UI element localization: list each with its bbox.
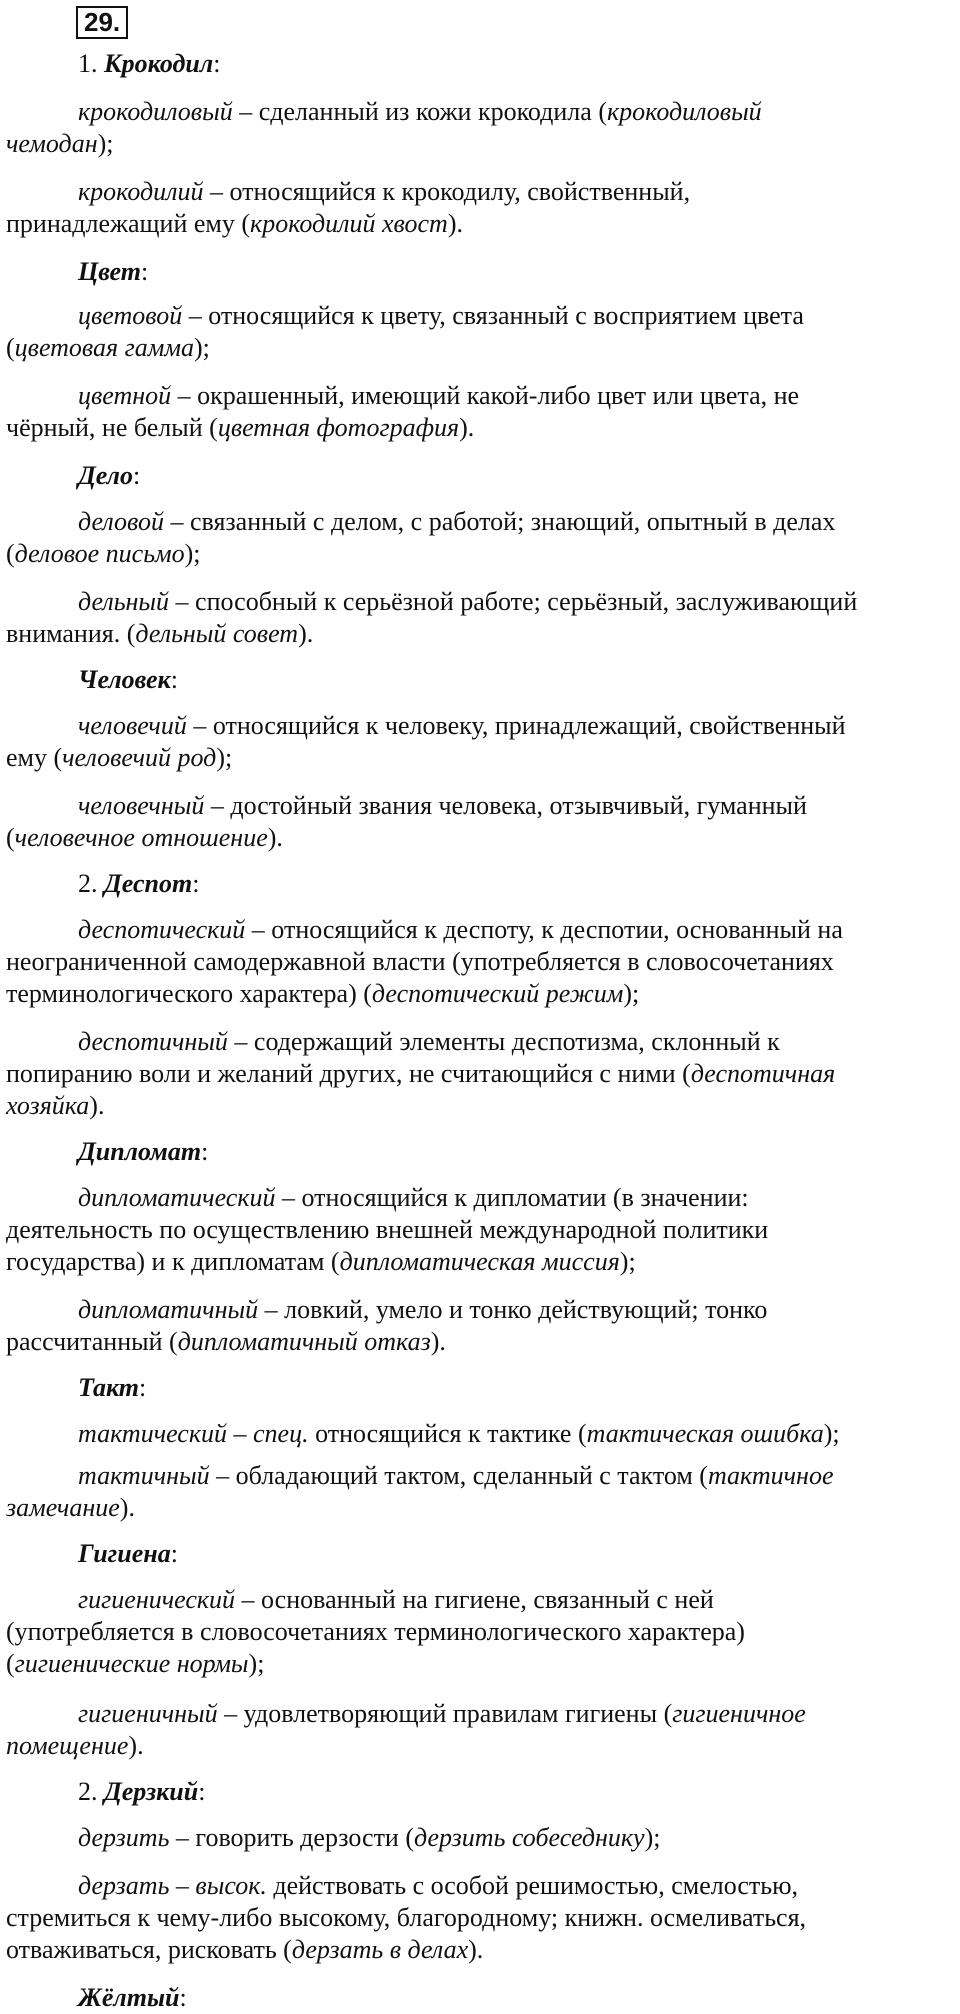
headword: Такт: [78, 1373, 140, 1402]
italic-term: цветовая гамма: [14, 333, 194, 362]
text-line: [78, 380, 799, 412]
italic-term: гигиенические нормы: [14, 1649, 249, 1678]
italic-term: тактичное: [707, 1461, 834, 1490]
text-run: );: [184, 539, 201, 568]
italic-term: дерзать в делах: [291, 1935, 469, 1964]
italic-term: цветовой: [78, 301, 183, 330]
headword: Жёлтый: [78, 1983, 180, 2012]
text-run: ).: [298, 619, 314, 648]
text-run: :: [201, 1137, 209, 1166]
text-line: [6, 1090, 104, 1122]
text-line: [78, 1776, 205, 1808]
text-run: :: [213, 49, 221, 78]
text-run: – связанный с делом, с работой; знающий, опытный в делах: [163, 507, 836, 536]
text-run: – относящийся к крокодилу, свойственный,: [203, 177, 691, 206]
text-run: ).: [89, 1091, 105, 1120]
exercise-number: 29.: [76, 6, 128, 39]
text-line: [78, 1460, 833, 1492]
italic-term: тактическая ошибка: [586, 1419, 824, 1448]
text-line: [6, 1902, 806, 1934]
italic-term: дипломатичный: [78, 1295, 259, 1324]
text-run: принадлежащий ему (: [6, 209, 251, 238]
text-run: терминологического характера) (: [6, 979, 372, 1008]
headword: Деспот: [104, 869, 193, 898]
text-run: чёрный, не белый (: [6, 413, 218, 442]
text-line: [6, 618, 313, 650]
text-line: [6, 1616, 745, 1648]
text-run: :: [140, 257, 149, 286]
text-line: [78, 506, 835, 538]
text-line: [78, 1822, 660, 1854]
text-run: ).: [447, 209, 463, 238]
text-line: [78, 1182, 749, 1214]
italic-term: крокодиловый: [78, 97, 233, 126]
text-run: (: [6, 539, 15, 568]
text-run: – говорить дерзости (: [169, 1823, 414, 1852]
text-line: [78, 1294, 767, 1326]
text-run: :: [179, 1983, 187, 2012]
text-run: );: [619, 1247, 636, 1276]
text-line: [78, 460, 140, 492]
italic-term: крокодилий хвост: [250, 209, 448, 238]
text-line: [78, 914, 843, 946]
italic-term: дипломатичный отказ: [177, 1327, 431, 1356]
text-line: [6, 822, 283, 854]
text-run: деятельность по осуществлению внешней международной политики: [6, 1215, 769, 1244]
text-line: [78, 586, 857, 618]
italic-term: деспотический режим: [371, 979, 624, 1008]
italic-term: чемодан: [6, 129, 98, 158]
text-line: [6, 1214, 768, 1246]
headword: Крокодил: [104, 49, 214, 78]
text-line: [6, 1730, 144, 1762]
text-line: [6, 946, 834, 978]
text-run: );: [248, 1649, 265, 1678]
text-run: ).: [459, 413, 475, 442]
text-run: );: [623, 979, 640, 1008]
italic-term: деспотичная: [690, 1059, 836, 1088]
italic-term: помещение: [6, 1731, 129, 1760]
text-line: [78, 1418, 840, 1450]
text-run: );: [644, 1823, 661, 1852]
text-line: [6, 1246, 636, 1278]
text-line: [78, 176, 690, 208]
italic-term: деловой: [78, 507, 164, 536]
text-run: );: [97, 129, 114, 158]
text-run: – относящийся к человеку, принадлежащий, свойственный: [186, 711, 846, 740]
text-run: – относящийся к дипломатии (в значении:: [275, 1183, 749, 1212]
text-line: [6, 1058, 835, 1090]
italic-term: деспотичный: [78, 1027, 228, 1056]
text-run: :: [170, 665, 178, 694]
text-run: относящийся к тактике (: [308, 1419, 587, 1448]
italic-term: дельный совет: [135, 619, 299, 648]
text-run: ).: [267, 823, 283, 852]
text-line: [78, 300, 804, 332]
text-line: [6, 208, 463, 240]
italic-term: человечный: [78, 791, 205, 820]
italic-term: человечий род: [62, 743, 217, 772]
text-line: [78, 1372, 146, 1404]
text-line: [6, 332, 210, 364]
text-run: (: [6, 1649, 15, 1678]
italic-term: дипломатическая миссия: [339, 1247, 620, 1276]
headword: Дерзкий: [104, 1777, 199, 1806]
text-line: [6, 978, 639, 1010]
text-run: – сделанный из кожи крокодила (: [232, 97, 607, 126]
text-run: государства) и к дипломатам (: [6, 1247, 340, 1276]
text-run: неограниченной самодержавной власти (употребляется в словосочетаниях: [6, 947, 834, 976]
text-line: [78, 710, 846, 742]
text-run: :: [170, 1539, 178, 1568]
text-line: [78, 1698, 806, 1730]
text-run: ).: [430, 1327, 446, 1356]
italic-term: крокодилий: [78, 177, 204, 206]
text-run: – основанный на гигиене, связанный с ней: [235, 1585, 714, 1614]
text-line: [6, 538, 201, 570]
italic-term: деловое письмо: [14, 539, 185, 568]
headword: Дипломат: [78, 1137, 202, 1166]
text-line: [78, 48, 220, 80]
text-run: :: [198, 1777, 206, 1806]
text-run: (: [6, 823, 15, 852]
text-run: );: [823, 1419, 840, 1448]
text-run: ).: [128, 1731, 144, 1760]
text-line: [78, 790, 807, 822]
italic-term: дельный: [78, 587, 170, 616]
italic-term: тактический – спец.: [78, 1419, 309, 1448]
text-run: 1.: [78, 49, 104, 78]
text-run: – ловкий, умело и тонко действующий; тонко: [258, 1295, 768, 1324]
text-line: [78, 1870, 798, 1902]
text-line: [78, 664, 178, 696]
text-run: – содержащий элементы деспотизма, склонный к: [227, 1027, 780, 1056]
text-run: рассчитанный (: [6, 1327, 178, 1356]
text-run: :: [192, 869, 200, 898]
text-run: стремиться к чему-либо высокому, благородному; книжн. осмеливаться,: [6, 1903, 807, 1932]
text-line: [78, 1136, 208, 1168]
text-run: попиранию воли и желаний других, не считающийся с ними (: [6, 1059, 691, 1088]
italic-term: тактичный: [78, 1461, 210, 1490]
text-run: – окрашенный, имеющий какой-либо цвет или цвета, не: [171, 381, 800, 410]
text-line: [78, 1584, 714, 1616]
text-run: 2.: [78, 869, 104, 898]
text-run: (: [6, 333, 15, 362]
text-run: :: [139, 1373, 147, 1402]
text-run: – относящийся к деспоту, к деспотии, основанный на: [245, 915, 843, 944]
italic-term: человечий: [78, 711, 187, 740]
text-run: – способный к серьёзной работе; серьёзный, заслуживающий: [169, 587, 858, 616]
italic-term: гигиеничное: [672, 1699, 806, 1728]
text-line: [78, 256, 148, 288]
text-run: 2.: [78, 1777, 104, 1806]
italic-term: дипломатический: [78, 1183, 276, 1212]
italic-term: цветная фотография: [217, 413, 460, 442]
italic-term: замечание: [6, 1493, 120, 1522]
italic-term: деспотический: [78, 915, 246, 944]
headword: Человек: [78, 665, 171, 694]
text-run: действовать с особой решимостью, смелостью,: [266, 1871, 799, 1900]
text-run: – относящийся к цвету, связанный с восприятием цвета: [182, 301, 804, 330]
text-run: (употребляется в словосочетаниях терминологического характера): [6, 1617, 745, 1646]
text-run: – достойный звания человека, отзывчивый, гуманный: [204, 791, 807, 820]
text-run: – обладающий тактом, сделанный с тактом (: [209, 1461, 708, 1490]
document-page: [6, 0, 946, 2012]
italic-term: гигиеничный: [78, 1699, 218, 1728]
italic-term: дерзить: [78, 1823, 170, 1852]
text-line: [78, 1026, 780, 1058]
italic-term: хозяйка: [6, 1091, 90, 1120]
text-line: [6, 128, 114, 160]
text-run: – удовлетворяющий правилам гигиены (: [217, 1699, 673, 1728]
text-run: ).: [119, 1493, 135, 1522]
text-line: [78, 1982, 187, 2014]
headword: Гигиена: [78, 1539, 171, 1568]
italic-term: гигиенический: [78, 1585, 236, 1614]
text-line: [78, 868, 199, 900]
text-run: :: [133, 461, 141, 490]
text-line: [6, 1648, 264, 1680]
text-line: [6, 742, 232, 774]
italic-term: крокодиловый: [606, 97, 762, 126]
italic-term: дерзать – высок.: [78, 1871, 267, 1900]
headword: Дело: [78, 461, 133, 490]
text-run: ему (: [6, 743, 63, 772]
text-run: отваживаться, рисковать (: [6, 1935, 292, 1964]
headword: Цвет: [78, 257, 141, 286]
text-line: [6, 1492, 135, 1524]
italic-term: цветной: [78, 381, 172, 410]
text-line: [6, 1326, 446, 1358]
text-line: [6, 412, 474, 444]
text-line: [6, 1934, 483, 1966]
italic-term: дерзить собеседнику: [414, 1823, 645, 1852]
text-line: [78, 96, 762, 128]
text-line: [78, 1538, 178, 1570]
text-run: );: [216, 743, 233, 772]
text-run: );: [193, 333, 210, 362]
italic-term: человечное отношение: [14, 823, 268, 852]
text-run: ).: [468, 1935, 484, 1964]
text-run: внимания. (: [6, 619, 136, 648]
